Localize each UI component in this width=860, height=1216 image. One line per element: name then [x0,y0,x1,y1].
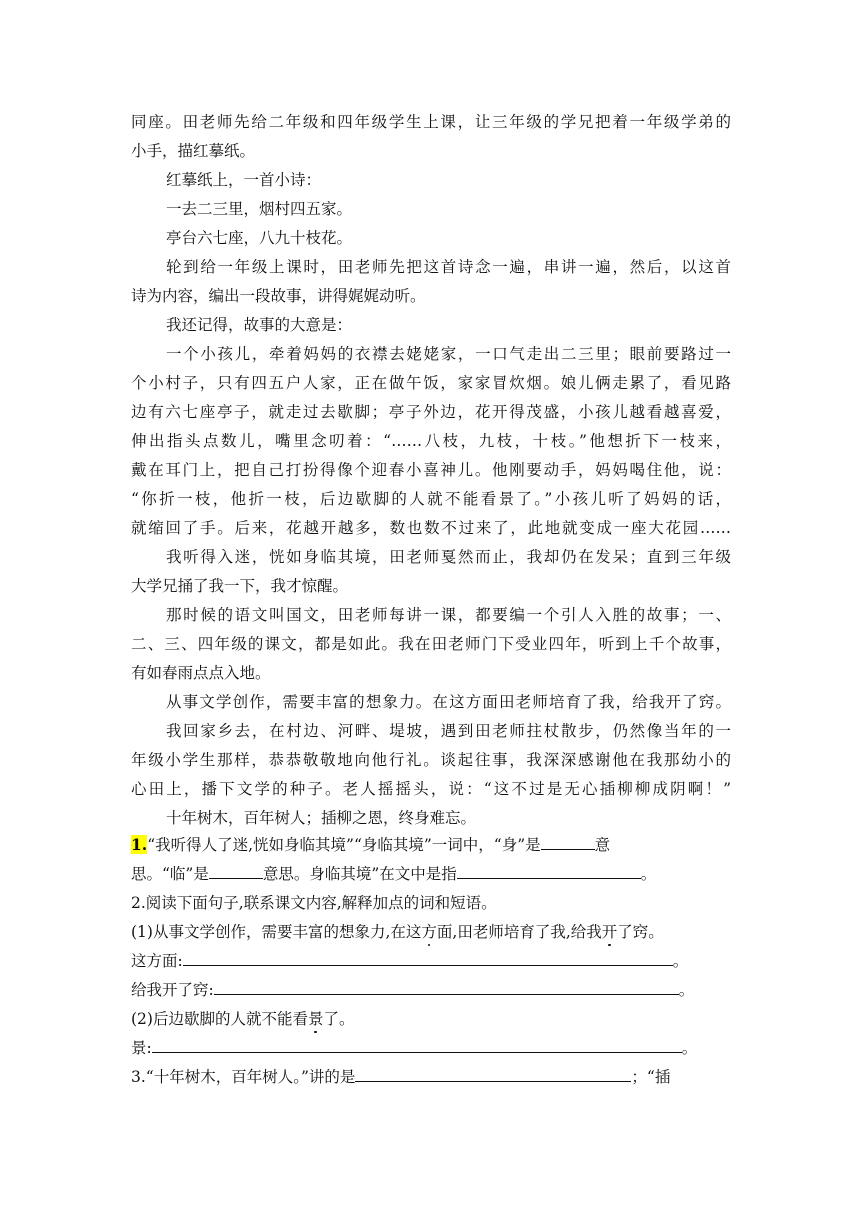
answer-line [131,980,731,1000]
question-text: 。 [678,981,695,999]
passage-line: 二、三、四年级的课文，都是如此。我在田老师门下受业四年，听到上千个故事， [131,635,731,653]
question-text: ；“插 [631,1068,671,1086]
passage-line: 戴在耳门上，把自己打扮得像个迎春小喜神儿。他刚要动手，妈妈喝住他，说： [131,461,731,479]
answer-blank[interactable] [209,864,263,879]
question-text: 3.“十年树木，百年树人。”讲的是 [131,1068,356,1086]
passage-line: 我听得入迷，恍如身临其境，田老师戛然而止，我却仍在发呆；直到三年级 [166,548,731,566]
dotted-phrase [406,923,453,941]
question-number-highlight: 1. [131,835,148,854]
answer-label: 这方面: [131,952,183,970]
passage-line: 那时候的语文叫国文，田老师每讲一课，都要编一个引人入胜的故事；一、 [166,606,731,624]
question-1-line-1 [131,835,731,855]
passage-line: 年级小学生那样，恭恭敬敬地向他行礼。谈起往事，我深深感谢他在我那幼小的 [131,751,731,769]
answer-blank[interactable] [152,1038,682,1053]
passage-line: 就缩回了手。后来，花越开越多，数也数不过来了，此地就变成一座大花园…… [131,519,731,537]
passage-line: 小手，描红摹纸。 [131,142,256,160]
passage-line: 大学兄捅了我一下，我才惊醒。 [131,577,349,595]
passage-line: 红摹纸上，一首小诗： [166,171,322,189]
dotted-text: 给我开了窍 [570,923,649,941]
question-text: 意思。身临其境”在文中是指 [262,865,457,883]
question-3-line-1 [131,1067,731,1087]
answer-line [131,951,731,971]
question-text: 。 [648,923,664,941]
question-2-title: 2.阅读下面句子,联系课文内容,解释加点的词和短语。 [131,894,497,912]
question-text: 。 [681,1039,698,1057]
poem-line: 亭台六七座，八九十枝花。 [166,229,353,247]
dotted-text: 景 [307,1010,324,1028]
question-2-sentence-1 [131,922,731,942]
answer-label: 给我开了窍: [131,981,214,999]
question-text: (1)从事文学创作，需要丰富的想象力,在 [131,923,406,941]
answer-blank[interactable] [214,980,679,995]
answer-blank[interactable] [183,951,673,966]
question-text: 思。“临”是 [131,865,209,883]
passage-line: 有如春雨点点入地。 [131,664,271,682]
question-text: 了。 [323,1010,355,1028]
passage-line: “你折一枝，他折一枝，后边歇脚的人就不能看景了。”小孩儿听了妈妈的话， [131,490,731,508]
poem-line: 一去二三里，烟村四五家。 [166,200,353,218]
question-2-sentence-2 [131,1009,731,1029]
question-text: 。 [672,952,689,970]
dotted-text: 这方面 [405,923,453,941]
answer-blank[interactable] [457,864,641,879]
passage-line: 诗为内容，编出一段故事，讲得娓娓动听。 [131,287,426,305]
passage-line: 十年树木，百年树人；插柳之恩，终身难忘。 [166,809,477,827]
answer-label: 景: [131,1039,152,1057]
passage-line: 一个小孩儿，牵着妈妈的衣襟去姥姥家，一口气走出二三里；眼前要路过一 [166,345,731,363]
passage-line: 边有六七座亭子，就走过去歇脚；亭子外边，花开得茂盛，小孩儿越看越喜爱， [131,403,731,421]
passage-line: 心田上，播下文学的种子。老人摇摇头，说：“这不过是无心插柳柳成阴啊！” [131,780,731,798]
passage-line: 伸出指头点数儿，嘴里念叨着：“……八枝，九枝，十枝。”他想折下一枝来， [131,432,731,450]
passage-line: 我回家乡去，在村边、河畔、堤坡，遇到田老师拄杖散步，仍然像当年的一 [166,722,731,740]
passage-line: 轮到给一年级上课时，田老师先把这首诗念一遍，串讲一遍，然后，以这首 [166,258,731,276]
question-text: 意 [594,836,611,854]
passage-line: 同座。田老师先给二年级和四年级学生上课，让三年级的学兄把着一年级学弟的 [131,113,731,131]
question-text: (2)后边歇脚的人就不能看 [131,1010,308,1028]
dotted-phrase [571,923,649,941]
answer-blank[interactable] [541,835,595,850]
answer-blank[interactable] [355,1067,631,1082]
passage-line: 个小村子，只有四五户人家，正在做午饭，家家冒炊烟。娘儿俩走累了，看见路 [131,374,731,392]
passage-line: 我还记得，故事的大意是： [166,316,353,334]
question-text: ,田老师培育了我, [452,923,571,941]
question-text: “我听得人了迷,恍如身临其境”“身临其境”一词中，“身”是 [147,836,541,854]
passage-line: 从事文学创作，需要丰富的想象力。在这方面田老师培育了我，给我开了窍。 [166,693,731,711]
question-1-line-2 [131,864,731,884]
question-text: 。 [640,865,657,883]
answer-line [131,1038,731,1058]
